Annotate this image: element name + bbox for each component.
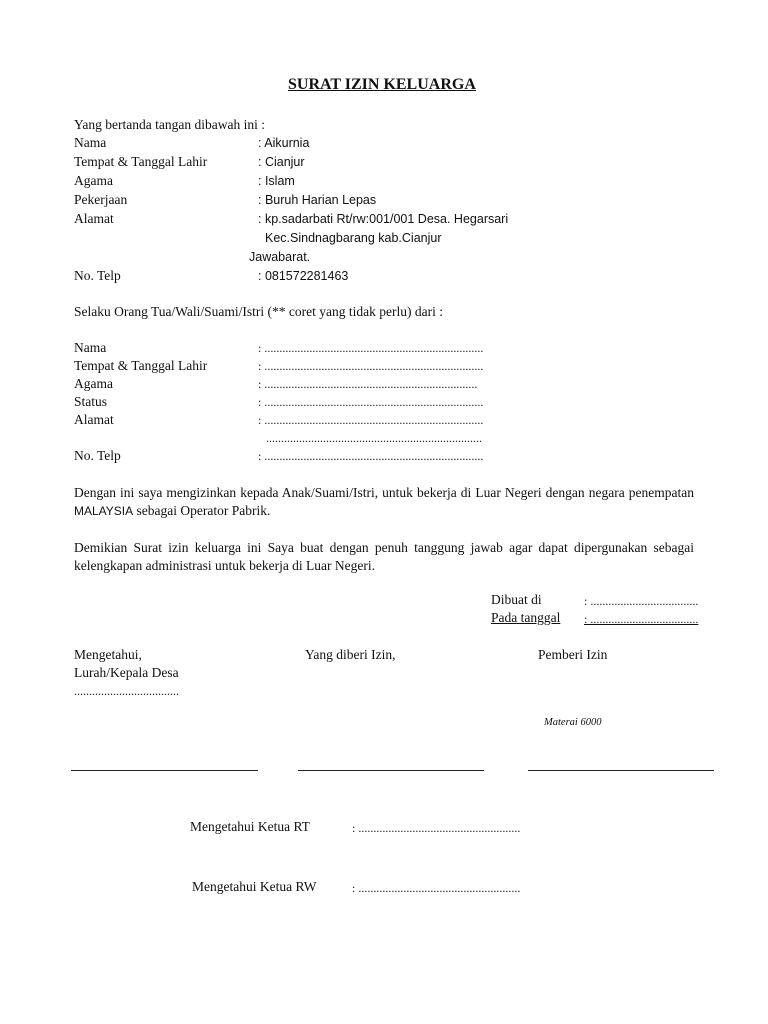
village-head-title: Lurah/Kepala Desa	[74, 665, 179, 680]
intro-text: Yang bertanda tangan dibawah ini :	[74, 117, 265, 132]
rt-label: Mengetahui Ketua RT	[190, 819, 310, 834]
closing-paragraph: Demikian Surat izin keluarga ini Saya buat dengan penuh tanggung jawab agar dapat dipergunakan sebagai kelengkapan administrasi untuk bekerja di Luar Negeri.	[74, 540, 694, 573]
date-label: Pada tanggal	[491, 610, 561, 625]
date-value: : ....................................	[584, 612, 699, 626]
signer-religion-label: Agama	[74, 173, 113, 188]
worker-birth-value: : .........................................................................	[258, 359, 484, 373]
rw-label: Mengetahui Ketua RW	[192, 879, 317, 894]
worker-birth-label: Tempat & Tanggal Lahir	[74, 358, 208, 373]
signer-birth-value: : Cianjur	[258, 155, 305, 169]
rw-value: : ......................................................	[352, 881, 521, 895]
signer-job-value: : Buruh Harian Lepas	[258, 193, 377, 207]
signer-birth-label: Tempat & Tanggal Lahir	[74, 154, 208, 169]
worker-religion-value: : .......................................................................	[258, 377, 478, 391]
permission-paragraph	[74, 484, 694, 520]
worker-address-line2: ........................................................................	[266, 431, 482, 445]
place-value: : ....................................	[584, 594, 699, 608]
signer-phone-value: : 081572281463	[258, 269, 349, 283]
signer-address-value: : kp.sadarbati Rt/rw:001/001 Desa. Hegarsari	[258, 212, 509, 226]
signer-address-label: Alamat	[74, 211, 114, 226]
permission-text: Dengan ini saya mengizinkan kepada Anak/Suami/Istri, untuk bekerja di Luar Negeri dengan negara penempatan	[74, 485, 694, 500]
grantor-heading: Pemberi Izin	[538, 647, 608, 662]
village-head-dots: ...................................	[74, 684, 179, 698]
signer-name-label: Nama	[74, 135, 107, 150]
signer-address-line3: Jawabarat.	[249, 250, 311, 264]
worker-address-value: : .........................................................................	[258, 413, 484, 427]
signer-religion-value: : Islam	[258, 174, 295, 188]
worker-status-label: Status	[74, 394, 108, 409]
grantor-signature-line	[528, 770, 714, 771]
signer-phone-label: No. Telp	[74, 268, 121, 283]
worker-address-label: Alamat	[74, 412, 114, 427]
signer-address-line2: Kec.Sindnagbarang kab.Cianjur	[265, 231, 442, 245]
worker-status-value: : .........................................................................	[258, 395, 484, 409]
stamp-duty-note: Materai 6000	[544, 717, 602, 728]
place-label: Dibuat di	[491, 592, 542, 607]
permission-text-end: sebagai Operator Pabrik.	[136, 503, 271, 518]
permitted-signature-line	[298, 770, 484, 771]
rt-value: : ......................................................	[352, 821, 521, 835]
permitted-heading: Yang diberi Izin,	[305, 647, 396, 662]
relation-text: Selaku Orang Tua/Wali/Suami/Istri (** coret yang tidak perlu) dari :	[74, 304, 443, 319]
country-name: MALAYSIA	[74, 504, 134, 518]
village-head-signature-line	[71, 770, 258, 771]
document-title: SURAT IZIN KELUARGA	[288, 76, 476, 93]
worker-name-label: Nama	[74, 340, 107, 355]
signer-job-label: Pekerjaan	[74, 192, 128, 207]
worker-religion-label: Agama	[74, 376, 113, 391]
worker-phone-value: : .........................................................................	[258, 449, 484, 463]
worker-name-value: : .........................................................................	[258, 341, 484, 355]
signer-name-value: : Aikurnia	[258, 136, 310, 150]
acknowledge-heading: Mengetahui,	[74, 647, 142, 662]
worker-phone-label: No. Telp	[74, 448, 121, 463]
